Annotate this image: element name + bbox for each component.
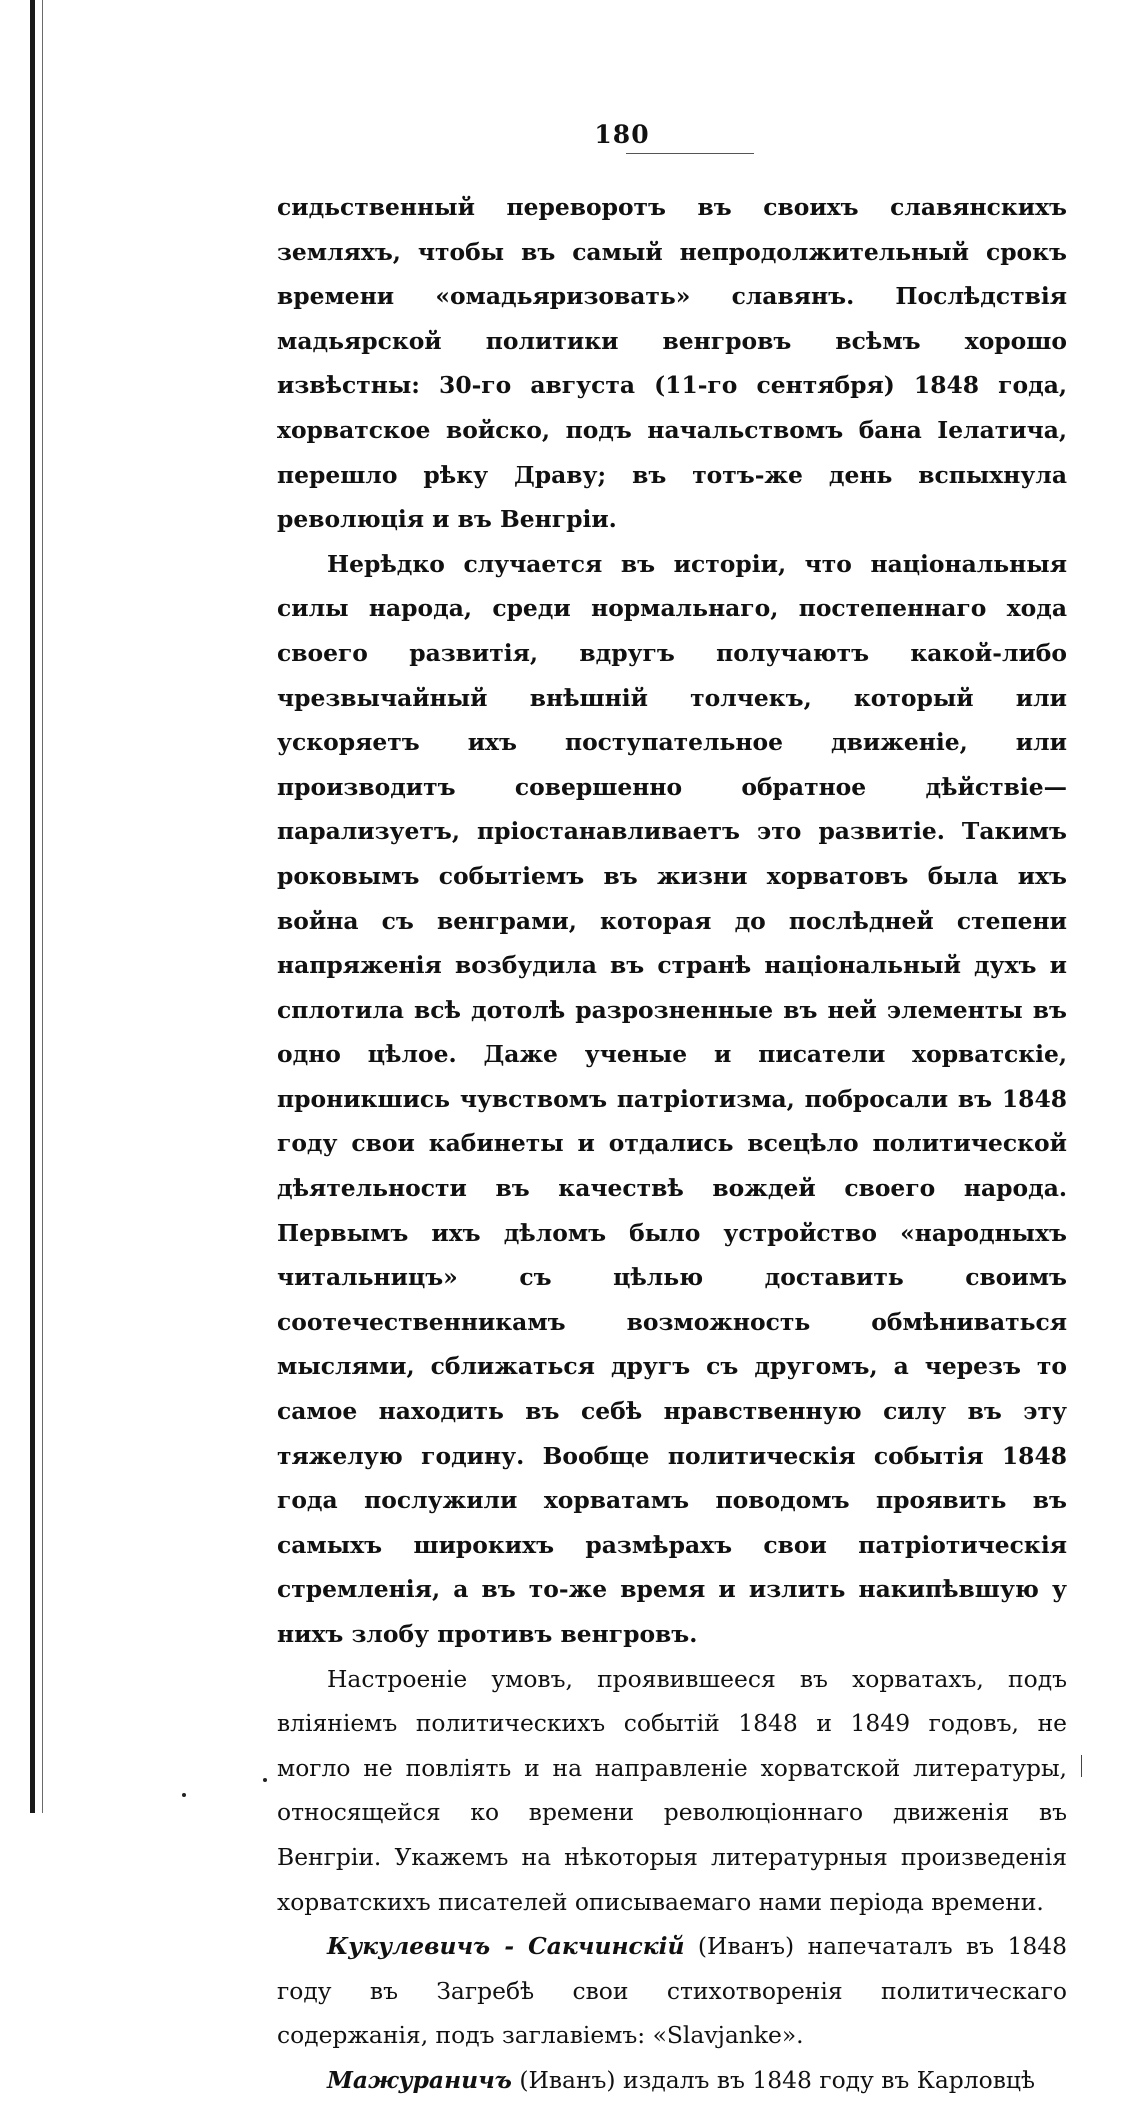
scan-speck <box>182 1793 186 1797</box>
paragraph-5-text: (Иванъ) издалъ въ 1848 году въ Карловцѣ <box>511 2065 1036 2094</box>
scan-speck <box>263 1778 267 1782</box>
paragraph-4 <box>277 1924 1067 2058</box>
author-name: Мажураничъ <box>327 2065 512 2094</box>
scan-edge-mark <box>1081 1755 1082 1777</box>
body-text <box>277 185 1067 2103</box>
author-name: Кукулевичъ - Сакчинскій <box>327 1932 685 1961</box>
header-rule <box>626 153 754 154</box>
page-binding-line <box>42 0 43 1813</box>
paragraph-5 <box>277 2058 1067 2103</box>
paragraph-1: сидьственный переворотъ въ своихъ славянскихъ земляхъ, чтобы въ самый непродолжительный срокъ времени «омадьяризовать» славянъ. Послѣдствія мадьярской политики венгровъ всѣмъ хорошо извѣстны: 30-го августа (11-го сентября) 1848 года, хорватское войско, подъ начальствомъ бана Іелатича, перешло рѣку Драву; въ тотъ-же день вспыхнула революція и въ Венгріи. <box>277 193 1067 534</box>
paragraph-2: Нерѣдко случается въ исторіи, что національныя силы народа, среди нормальнаго, постепеннаго хода своего развитія, вдругъ получаютъ какой-либо чрезвычайный внѣшній толчекъ, который или ускоряетъ ихъ поступательное движеніе, или производитъ совершенно обратное дѣйствіе—парализуетъ, пріостанавливаетъ это развитіе. Такимъ роковымъ событіемъ въ жизни хорватовъ была ихъ война съ венграми, которая до послѣдней степени напряженія возбудила въ странѣ національный духъ и сплотила всѣ дотолѣ разрозненные въ ней элементы въ одно цѣлое. Даже ученые и писатели хорватскіе, проникшись чувствомъ патріотизма, побросали въ 1848 году свои кабинеты и отдались всецѣло политической дѣятельности въ качествѣ вождей своего народа. Первымъ ихъ дѣломъ было устройство «народныхъ читальницъ» съ цѣлью доставить своимъ соотечественникамъ возможность обмѣниваться мыслями, сближаться другъ съ другомъ, а черезъ то самое находить въ себѣ нравственную силу въ эту тяжелую годину. Вообще политическія событія 1848 года послужили хорватамъ поводомъ проявить въ самыхъ широкихъ размѣрахъ свои патріотическія стремленія, а въ то-же время и излить накипѣвшую у нихъ злобу противъ венгровъ. <box>277 549 1067 1648</box>
page-binding-edge <box>30 0 35 1813</box>
paragraph-3: Настроеніе умовъ, проявившееся въ хорватахъ, подъ вліяніемъ политическихъ событій 1848 и 1849 годовъ, не могло не повліять и на направленіе хорватской литературы, относящейся ко времени революціоннаго движенія въ Венгріи. Укажемъ на нѣкоторыя литературныя произведенія хорватскихъ писателей описываемаго нами періода времени. <box>277 1664 1067 1916</box>
page-number: 180 <box>594 120 650 149</box>
paragraph-4-text: (Иванъ) напечаталъ въ 1848 году въ Загребѣ свои стихотворенія политическаго содержанія, подъ заглавіемъ: «Slavjanke». <box>277 1932 1067 2050</box>
